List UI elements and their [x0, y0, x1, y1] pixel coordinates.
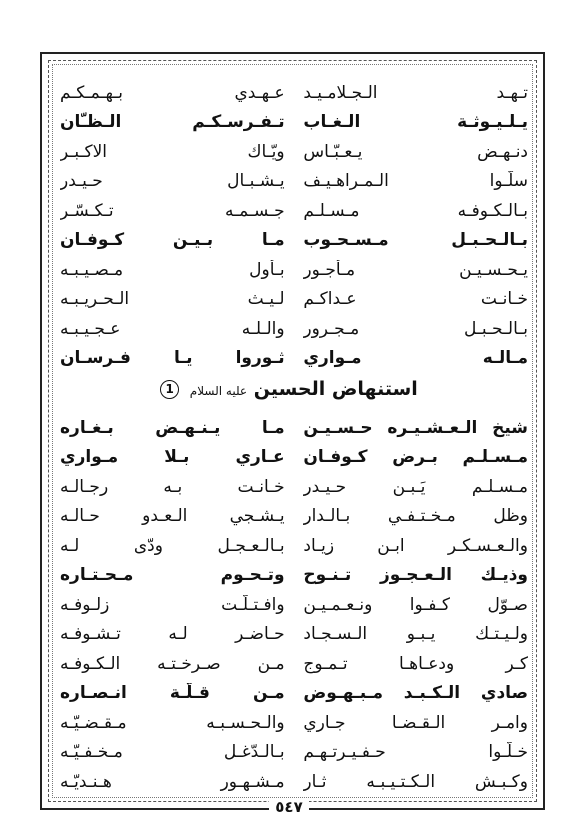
poem-line: [60, 196, 528, 226]
poem-line: [60, 255, 528, 285]
page-number: [0, 798, 578, 816]
poem-section-1: [60, 78, 528, 373]
hemistich-right: تـهـد الـجـلامـيـد: [303, 82, 528, 103]
poem-line: [60, 620, 528, 650]
hemistich-left: يـشـبـال حـيـدر: [60, 171, 285, 192]
hemistich-right: صادي الـكـبـد مـبـهـوض: [303, 683, 528, 704]
hemistich-left: وافـتـلّـت زلـوفـه: [60, 594, 285, 615]
hemistich-left: والـحـسـبـه مـقـضـيّـه: [60, 712, 285, 733]
hemistich-right: وامـر الـقـضـا جـاري: [303, 712, 528, 733]
poem-line: [60, 137, 528, 167]
hemistich-left: عـاري بـلا مـواري: [60, 447, 285, 468]
section-title: [0, 378, 578, 400]
honorific-mark: عليه السلام: [189, 384, 248, 398]
hemistich-left: بـالـدّغـل مـخـفـيّـه: [60, 742, 285, 763]
hemistich-right: خـلّـوا حـفـيـرتـهـم: [303, 742, 528, 763]
hemistich-left: حـاضـر لـه تـشـوفـه: [60, 624, 285, 645]
hemistich-left: مـا يـنـهـض بـغـاره: [60, 417, 285, 438]
hemistich-right: مـسـلـم بـرض كـوفـان: [303, 447, 528, 468]
poem-line: [60, 649, 528, 679]
hemistich-left: مـشـهـور هـنـديّـه: [60, 771, 285, 792]
hemistich-right: بـالـحـبـل مـجـرور: [303, 318, 528, 339]
poem-line: [60, 767, 528, 797]
hemistich-right: يـحـسـيـن مـأجـور: [303, 259, 528, 280]
poem-line: [60, 226, 528, 256]
page-number-text: ٥٤٧: [269, 798, 308, 816]
hemistich-right: وظل مـخـتـفـي بـالـدار: [303, 506, 528, 527]
poem-line: [60, 561, 528, 591]
hemistich-left: لـيـث الـحـريـبـه: [60, 289, 285, 310]
hemistich-left: والـلـه عـجـيـبـه: [60, 318, 285, 339]
hemistich-right: بـالـكـوفـه مـسـلـم: [303, 200, 528, 221]
hemistich-right: وذيـك الـعـجـوز تـنـوح: [303, 565, 528, 586]
hemistich-left: يـشـجي الـعـدو حـالـه: [60, 506, 285, 527]
hemistich-left: مـا بـيـن كـوفـان: [60, 230, 285, 251]
hemistich-right: سلّـوا الـمـراهـيـف: [303, 171, 528, 192]
poem-line: [60, 679, 528, 709]
hemistich-right: والـعـسـكـر ابـن زيـاد: [303, 535, 528, 556]
hemistich-left: ويّـاك الاكـبـر: [60, 141, 285, 162]
section-title-text: استنهاض الحسين: [253, 378, 418, 400]
footnote-marker: 1: [160, 380, 179, 399]
hemistich-left: خـانـت بـه رجـالـه: [60, 476, 285, 497]
poem-line: [60, 167, 528, 197]
hemistich-left: بـأول مـصـيـبـه: [60, 259, 285, 280]
hemistich-left: جـسـمـه تـكـسّـر: [60, 200, 285, 221]
hemistich-left: عـهـدي بـهـمـكـم: [60, 82, 285, 103]
hemistich-right: كـر ودعـاهـا تـمـوج: [303, 653, 528, 674]
hemistich-right: شيخ الـعـشـيـره حـسـيـن: [303, 417, 528, 438]
hemistich-left: مـن صـرخـتـه الـكـوفـه: [60, 653, 285, 674]
poem-line: [60, 708, 528, 738]
hemistich-right: يـلـيـوثـة الـغـاب: [303, 112, 528, 133]
poem-line: [60, 502, 528, 532]
poem-line: [60, 108, 528, 138]
poem-line: [60, 443, 528, 473]
poem-line: [60, 590, 528, 620]
hemistich-left: بـالـعـجـل ودّى لـه: [60, 535, 285, 556]
hemistich-left: وتـحـوم مـحـتـاره: [60, 565, 285, 586]
hemistich-left: ثـوروا يـا فـرسـان: [60, 348, 285, 369]
poem-line: [60, 344, 528, 374]
hemistich-right: صـوّل كـفـوا ونـعـمـيـن: [303, 594, 528, 615]
hemistich-right: مـسـلـم يَـبـن حـيـدر: [303, 476, 528, 497]
poem-line: [60, 78, 528, 108]
hemistich-left: تـفـرسـكـم الـظـّان: [60, 112, 285, 133]
poem-line: [60, 472, 528, 502]
poem-line: [60, 413, 528, 443]
hemistich-right: وكـبـش الـكـتـيـبـه ثـار: [303, 771, 528, 792]
hemistich-right: بـالـحـبـل مـسـحـوب: [303, 230, 528, 251]
poem-section-2: [60, 413, 528, 797]
poem-line: [60, 314, 528, 344]
poem-line: [60, 531, 528, 561]
hemistich-right: ولـيـتـك يـبـو الـسـجـاد: [303, 624, 528, 645]
poem-line: [60, 738, 528, 768]
hemistich-left: مـن قـلّـة انـصـاره: [60, 683, 285, 704]
hemistich-right: دنـهـض يـعـبّـاس: [303, 141, 528, 162]
poem-line: [60, 285, 528, 315]
hemistich-right: خـانـت عـداكـم: [303, 289, 528, 310]
hemistich-right: مـالـه مـواري: [303, 348, 528, 369]
